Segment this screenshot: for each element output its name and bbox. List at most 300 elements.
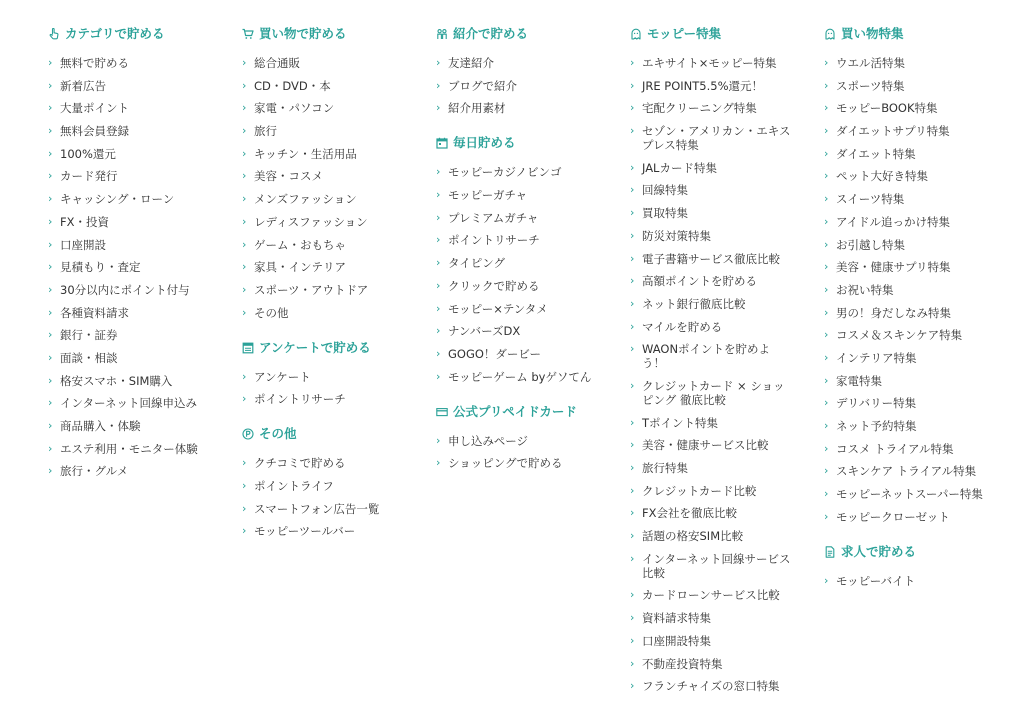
p-circle-icon xyxy=(242,428,254,440)
footer-link-label: 宅配クリーニング特集 xyxy=(642,101,757,116)
chevron-right-icon: › xyxy=(242,305,247,319)
footer-link-label: 資料請求特集 xyxy=(642,611,711,626)
footer-link-label: コスメ＆スキンケア特集 xyxy=(836,328,963,343)
footer-link[interactable] xyxy=(436,302,616,316)
chevron-right-icon: › xyxy=(48,56,53,69)
chevron-right-icon: › xyxy=(48,78,53,92)
footer-link-label: 申し込みページ xyxy=(448,433,529,448)
footer-link-label: モッピーバイト xyxy=(836,573,916,588)
section-heading-referral xyxy=(436,24,616,44)
chevron-right-icon: › xyxy=(436,278,441,292)
footer-link[interactable] xyxy=(630,634,792,648)
footer-link-label: お祝い特集 xyxy=(836,282,894,297)
chevron-right-icon: › xyxy=(436,188,441,202)
chevron-right-icon: › xyxy=(436,433,441,447)
chevron-right-icon: › xyxy=(436,256,441,270)
chevron-right-icon: › xyxy=(824,282,829,296)
footer-link[interactable] xyxy=(630,611,792,625)
footer-link-label: 友達紹介 xyxy=(448,56,494,70)
chevron-right-icon: › xyxy=(630,461,635,474)
chevron-right-icon: › xyxy=(630,551,635,565)
chevron-right-icon: › xyxy=(48,192,53,206)
section-heading-moppy-special xyxy=(630,24,810,44)
footer-link[interactable] xyxy=(630,506,792,520)
footer-link-label: 話題の格安SIM比較 xyxy=(642,529,744,544)
footer-link-label: デリバリー特集 xyxy=(836,396,917,411)
chevron-right-icon: › xyxy=(630,251,635,265)
section-heading-other xyxy=(242,424,422,444)
section-heading-daily xyxy=(436,133,616,153)
section-title: モッピー特集 xyxy=(647,26,722,41)
footer-link[interactable] xyxy=(436,165,616,179)
footer-link-label: ダイエットサプリ特集 xyxy=(836,124,950,139)
chevron-right-icon: › xyxy=(824,573,829,587)
chevron-right-icon: › xyxy=(242,456,247,470)
footer-link[interactable] xyxy=(824,396,986,410)
footer-link-label: ネット銀行徹底比較 xyxy=(642,296,746,311)
footer-link-label: 格安スマホ・SIM購入 xyxy=(60,373,173,388)
moppy-ghost-icon xyxy=(630,28,642,40)
footer-column-4 xyxy=(630,24,810,711)
chevron-right-icon: › xyxy=(824,237,829,251)
section-daily xyxy=(436,133,616,383)
chevron-right-icon: › xyxy=(630,415,635,429)
footer-link-label: ナンバーズDX xyxy=(448,324,521,339)
chevron-right-icon: › xyxy=(242,369,247,383)
footer-link-label: アイドル追っかけ特集 xyxy=(836,214,950,229)
section-survey xyxy=(242,338,422,407)
chevron-right-icon: › xyxy=(630,679,635,693)
footer-link[interactable] xyxy=(242,392,422,406)
footer-link[interactable] xyxy=(630,56,792,70)
footer-link-label: ポイントリサーチ xyxy=(448,233,540,248)
link-list xyxy=(436,56,616,115)
footer-link[interactable] xyxy=(436,324,616,338)
section-title: カテゴリで貯める xyxy=(65,26,165,41)
footer-link[interactable] xyxy=(242,192,422,206)
footer-column-5 xyxy=(824,24,1004,606)
section-heading-survey xyxy=(242,338,422,358)
document-icon xyxy=(824,546,836,558)
footer-link[interactable] xyxy=(242,502,422,516)
chevron-right-icon: › xyxy=(630,438,635,452)
footer-link-label: クチコミで貯める xyxy=(254,456,346,471)
footer-link[interactable] xyxy=(824,306,986,320)
footer-link[interactable] xyxy=(436,256,616,270)
chevron-right-icon: › xyxy=(630,228,635,242)
footer-link[interactable] xyxy=(242,56,422,70)
footer-link[interactable] xyxy=(436,56,616,70)
users-icon xyxy=(436,28,448,40)
footer-link-label: 旅行・グルメ xyxy=(60,464,129,479)
footer-link[interactable] xyxy=(242,370,422,384)
footer-link[interactable] xyxy=(630,206,792,220)
footer-link[interactable] xyxy=(242,169,422,183)
footer-link-label: 家具・インテリア xyxy=(254,260,346,275)
footer-link[interactable] xyxy=(48,215,228,229)
footer-link[interactable] xyxy=(242,260,422,274)
chevron-right-icon: › xyxy=(824,214,829,228)
chevron-right-icon: › xyxy=(48,464,53,478)
chevron-right-icon: › xyxy=(824,101,829,115)
footer-link-label: ブログで紹介 xyxy=(448,78,517,93)
footer-link[interactable] xyxy=(630,342,792,370)
footer-link[interactable] xyxy=(824,79,986,93)
chevron-right-icon: › xyxy=(824,124,829,138)
section-heading-shopping-special xyxy=(824,24,1004,44)
footer-link[interactable] xyxy=(436,233,616,247)
footer-link[interactable] xyxy=(242,306,422,320)
chevron-right-icon: › xyxy=(242,124,247,138)
link-list xyxy=(824,56,1004,524)
section-shopping xyxy=(242,24,422,320)
chevron-right-icon: › xyxy=(242,392,247,406)
chevron-right-icon: › xyxy=(630,183,635,197)
chevron-right-icon: › xyxy=(630,56,635,69)
footer-link-label: インテリア特集 xyxy=(836,350,917,365)
footer-link-label: モッピークローゼット xyxy=(836,509,950,524)
footer-link-label: 美容・健康サプリ特集 xyxy=(836,260,951,275)
footer-link[interactable] xyxy=(242,124,422,138)
chevron-right-icon: › xyxy=(242,524,247,538)
section-title: アンケートで貯める xyxy=(259,339,371,355)
footer-link[interactable] xyxy=(48,169,228,183)
footer-link-label: 高額ポイントを貯める xyxy=(642,274,757,289)
chevron-right-icon: › xyxy=(630,78,635,92)
footer-link[interactable] xyxy=(242,524,422,538)
footer-link[interactable] xyxy=(824,147,986,161)
footer-link[interactable] xyxy=(242,479,422,493)
chevron-right-icon: › xyxy=(242,101,247,115)
footer-link-label: スキンケア トライアル特集 xyxy=(836,464,977,479)
footer-link[interactable] xyxy=(630,416,792,430)
section-category xyxy=(48,24,228,478)
footer-link-label: 面談・相談 xyxy=(60,350,118,365)
footer-link[interactable] xyxy=(242,101,422,115)
footer-link[interactable] xyxy=(242,456,422,470)
link-list xyxy=(48,56,228,478)
section-jobs xyxy=(824,542,1004,588)
chevron-right-icon: › xyxy=(48,260,53,274)
chevron-right-icon: › xyxy=(824,305,829,319)
chevron-right-icon: › xyxy=(630,483,635,497)
footer-link-label: モッピーツールバー xyxy=(254,524,356,539)
footer-link-label: 紹介用素材 xyxy=(448,101,506,116)
footer-link-label: 各種資料請求 xyxy=(60,305,129,320)
footer-link[interactable] xyxy=(630,124,792,152)
footer-column-1 xyxy=(48,24,228,496)
chevron-right-icon: › xyxy=(630,633,635,647)
footer-link-label: 男の！身だしなみ特集 xyxy=(836,305,951,320)
chevron-right-icon: › xyxy=(48,169,53,183)
footer-link-label: タイピング xyxy=(448,256,506,271)
footer-link[interactable] xyxy=(436,79,616,93)
footer-link-label: 美容・コスメ xyxy=(254,169,323,184)
chevron-right-icon: › xyxy=(824,487,829,501)
chevron-right-icon: › xyxy=(630,274,635,288)
footer-link-label: FX会社を徹底比較 xyxy=(642,506,737,521)
chevron-right-icon: › xyxy=(436,78,441,92)
footer-link[interactable] xyxy=(630,183,792,197)
calendar-icon xyxy=(436,137,448,149)
footer-link[interactable] xyxy=(824,215,986,229)
footer-link-label: 無料で貯める xyxy=(60,56,129,70)
chevron-right-icon: › xyxy=(630,296,635,310)
footer-link-label: 美容・健康サービス比較 xyxy=(642,438,769,453)
chevron-right-icon: › xyxy=(48,350,53,364)
chevron-right-icon: › xyxy=(242,56,247,69)
chevron-right-icon: › xyxy=(824,419,829,432)
footer-link-label: ゲーム・おもちゃ xyxy=(254,237,346,252)
footer-link-label: スマートフォン広告一覧 xyxy=(254,501,380,516)
footer-link-label: 新着広告 xyxy=(60,78,106,93)
chevron-right-icon: › xyxy=(436,456,441,470)
link-list xyxy=(242,370,422,407)
chevron-right-icon: › xyxy=(824,464,829,478)
footer-link[interactable] xyxy=(824,56,986,70)
footer-link[interactable] xyxy=(48,192,228,206)
footer-link[interactable] xyxy=(48,124,228,138)
footer-link-label: 回線特集 xyxy=(642,183,688,198)
footer-link[interactable] xyxy=(630,274,792,288)
chevron-right-icon: › xyxy=(48,146,53,160)
chevron-right-icon: › xyxy=(824,78,829,92)
footer-link[interactable] xyxy=(48,374,228,388)
section-heading-shopping xyxy=(242,24,422,44)
footer-link[interactable] xyxy=(824,283,986,297)
footer-link[interactable] xyxy=(630,679,792,693)
link-list xyxy=(242,456,422,538)
footer-link[interactable] xyxy=(48,464,228,478)
footer-column-3 xyxy=(436,24,616,488)
footer-link[interactable] xyxy=(48,419,228,433)
footer-link[interactable] xyxy=(630,297,792,311)
footer-link-label: 不動産投資特集 xyxy=(642,656,723,671)
footer-link[interactable] xyxy=(48,238,228,252)
chevron-right-icon: › xyxy=(630,529,635,543)
chevron-right-icon: › xyxy=(242,478,247,492)
hand-pointer-icon xyxy=(48,28,60,40)
footer-link-label: 大量ポイント xyxy=(60,101,129,116)
footer-link[interactable] xyxy=(436,279,616,293)
footer-link-label: 家電・パソコン xyxy=(254,101,335,116)
footer-link[interactable] xyxy=(436,456,616,470)
footer-link[interactable] xyxy=(630,657,792,671)
footer-link-label: Tポイント特集 xyxy=(642,415,719,430)
footer-link[interactable] xyxy=(824,192,986,206)
chevron-right-icon: › xyxy=(630,378,635,392)
footer-link-label: 無料会員登録 xyxy=(60,124,129,139)
footer-link[interactable] xyxy=(48,283,228,297)
footer-link-label: クレジットカード比較 xyxy=(642,483,757,498)
footer-link[interactable] xyxy=(48,147,228,161)
section-referral xyxy=(436,24,616,115)
section-title: 買い物で貯める xyxy=(259,26,347,41)
footer-link[interactable] xyxy=(48,328,228,342)
footer-link-label: モッピーBOOK特集 xyxy=(836,101,938,116)
link-list xyxy=(436,434,616,471)
footer-link-label: モッピーゲーム byゲソてん xyxy=(448,369,592,384)
footer-link[interactable] xyxy=(630,379,792,407)
footer-link-label: CD・DVD・本 xyxy=(254,78,331,93)
footer-link[interactable] xyxy=(630,252,792,266)
footer-link[interactable] xyxy=(824,328,986,342)
footer-link-label: キャッシング・ローン xyxy=(60,192,175,207)
footer-link[interactable] xyxy=(630,588,792,602)
footer-link[interactable] xyxy=(630,461,792,475)
chevron-right-icon: › xyxy=(630,206,635,220)
shopping-cart-icon xyxy=(242,28,254,40)
footer-link[interactable] xyxy=(630,438,792,452)
footer-link-label: カードローンサービス比較 xyxy=(642,588,780,603)
footer-link[interactable] xyxy=(630,79,792,93)
chevron-right-icon: › xyxy=(630,611,635,625)
section-title: 買い物特集 xyxy=(841,26,904,41)
footer-link[interactable] xyxy=(242,147,422,161)
footer-link-label: 口座開設 xyxy=(60,237,106,252)
footer-link[interactable] xyxy=(630,529,792,543)
footer-link-label: 家電特集 xyxy=(836,373,882,388)
footer-link-label: モッピーカジノビンゴ xyxy=(448,165,562,180)
chevron-right-icon: › xyxy=(630,506,635,520)
footer-link[interactable] xyxy=(824,260,986,274)
footer-link[interactable] xyxy=(824,374,986,388)
footer-link-label: ペット大好き特集 xyxy=(836,169,928,184)
footer-link-label: キッチン・生活用品 xyxy=(254,146,357,161)
footer-link-label: エキサイト×モッピー特集 xyxy=(642,56,777,70)
chevron-right-icon: › xyxy=(48,124,53,138)
footer-link[interactable] xyxy=(436,101,616,115)
footer-link[interactable] xyxy=(824,574,986,588)
chevron-right-icon: › xyxy=(824,146,829,160)
chevron-right-icon: › xyxy=(242,260,247,274)
chevron-right-icon: › xyxy=(48,305,53,319)
footer-link-label: 30分以内にポイント付与 xyxy=(60,282,190,297)
footer-link-label: ウエル活特集 xyxy=(836,56,905,70)
footer-link-label: 買取特集 xyxy=(642,206,688,221)
footer-link[interactable] xyxy=(48,396,228,410)
footer-link[interactable] xyxy=(824,419,986,433)
chevron-right-icon: › xyxy=(630,124,635,138)
section-title: 求人で貯める xyxy=(841,543,917,559)
footer-link[interactable] xyxy=(824,442,986,456)
footer-link[interactable] xyxy=(242,79,422,93)
link-list xyxy=(630,56,810,693)
footer-link[interactable] xyxy=(824,238,986,252)
footer-link[interactable] xyxy=(824,464,986,478)
footer-link[interactable] xyxy=(630,552,792,580)
footer-link[interactable] xyxy=(630,101,792,115)
footer-link[interactable] xyxy=(436,347,616,361)
footer-link[interactable] xyxy=(824,487,986,501)
chevron-right-icon: › xyxy=(436,165,441,179)
chevron-right-icon: › xyxy=(242,146,247,160)
footer-link[interactable] xyxy=(48,351,228,365)
footer-link-label: ポイントライフ xyxy=(254,478,334,493)
footer-link-label: 旅行特集 xyxy=(642,461,688,475)
footer-link[interactable] xyxy=(242,283,422,297)
chevron-right-icon: › xyxy=(630,656,635,670)
chevron-right-icon: › xyxy=(436,233,441,247)
chevron-right-icon: › xyxy=(48,237,53,251)
chevron-right-icon: › xyxy=(824,169,829,183)
survey-icon xyxy=(242,342,254,354)
footer-link[interactable] xyxy=(630,229,792,243)
footer-link[interactable] xyxy=(436,211,616,225)
footer-link[interactable] xyxy=(824,124,986,138)
chevron-right-icon: › xyxy=(824,350,829,364)
footer-link[interactable] xyxy=(630,161,792,175)
chevron-right-icon: › xyxy=(242,169,247,183)
footer-link-label: マイルを貯める xyxy=(642,319,723,334)
chevron-right-icon: › xyxy=(48,101,53,115)
footer-link-label: 総合通販 xyxy=(254,56,300,70)
footer-link[interactable] xyxy=(436,188,616,202)
footer-link[interactable] xyxy=(630,320,792,334)
chevron-right-icon: › xyxy=(824,441,829,455)
chevron-right-icon: › xyxy=(436,369,441,383)
footer-link-label: JALカード特集 xyxy=(642,160,717,175)
footer-link[interactable] xyxy=(436,434,616,448)
chevron-right-icon: › xyxy=(48,419,53,432)
footer-link[interactable] xyxy=(824,510,986,524)
chevron-right-icon: › xyxy=(242,501,247,515)
footer-link-label: クレジットカード × ショッピング 徹底比較 xyxy=(642,378,785,407)
footer-link[interactable] xyxy=(48,306,228,320)
footer-link[interactable] xyxy=(48,56,228,70)
chevron-right-icon: › xyxy=(824,260,829,274)
chevron-right-icon: › xyxy=(824,396,829,410)
link-list xyxy=(436,165,616,383)
footer-link-label: セゾン・アメリカン・エキスプレス特集 xyxy=(642,124,791,153)
footer-link[interactable] xyxy=(824,101,986,115)
chevron-right-icon: › xyxy=(242,192,247,206)
chevron-right-icon: › xyxy=(436,324,441,338)
footer-link-label: クリックで貯める xyxy=(448,278,540,293)
footer-link[interactable] xyxy=(630,484,792,498)
footer-link-label: 商品購入・体験 xyxy=(60,419,141,433)
footer-link-label: メンズファッション xyxy=(254,192,357,207)
footer-link[interactable] xyxy=(824,169,986,183)
footer-link[interactable] xyxy=(436,370,616,384)
chevron-right-icon: › xyxy=(48,373,53,387)
footer-link[interactable] xyxy=(824,351,986,365)
footer-link[interactable] xyxy=(242,238,422,252)
section-title: 毎日貯める xyxy=(453,135,516,151)
chevron-right-icon: › xyxy=(242,214,247,228)
chevron-right-icon: › xyxy=(436,301,441,315)
footer-link-label: 防災対策特集 xyxy=(642,228,711,243)
footer-link-label: JRE POINT5.5%還元！ xyxy=(642,78,764,93)
footer-link[interactable] xyxy=(48,442,228,456)
footer-link-label: インターネット回線申込み xyxy=(60,396,197,411)
chevron-right-icon: › xyxy=(630,588,635,602)
link-list xyxy=(242,56,422,320)
footer-link[interactable] xyxy=(48,101,228,115)
footer-link[interactable] xyxy=(48,260,228,274)
footer-link[interactable] xyxy=(242,215,422,229)
footer-link-label: フランチャイズの窓口特集 xyxy=(642,679,780,694)
chevron-right-icon: › xyxy=(824,192,829,206)
chevron-right-icon: › xyxy=(242,78,247,92)
section-prepaid xyxy=(436,402,616,471)
footer-link[interactable] xyxy=(48,79,228,93)
chevron-right-icon: › xyxy=(48,441,53,455)
footer-link-label: 見積もり・査定 xyxy=(60,260,141,275)
footer-link-label: スイーツ特集 xyxy=(836,192,905,207)
section-heading-jobs xyxy=(824,542,1004,562)
footer-link-label: モッピー×テンタメ xyxy=(448,301,548,316)
